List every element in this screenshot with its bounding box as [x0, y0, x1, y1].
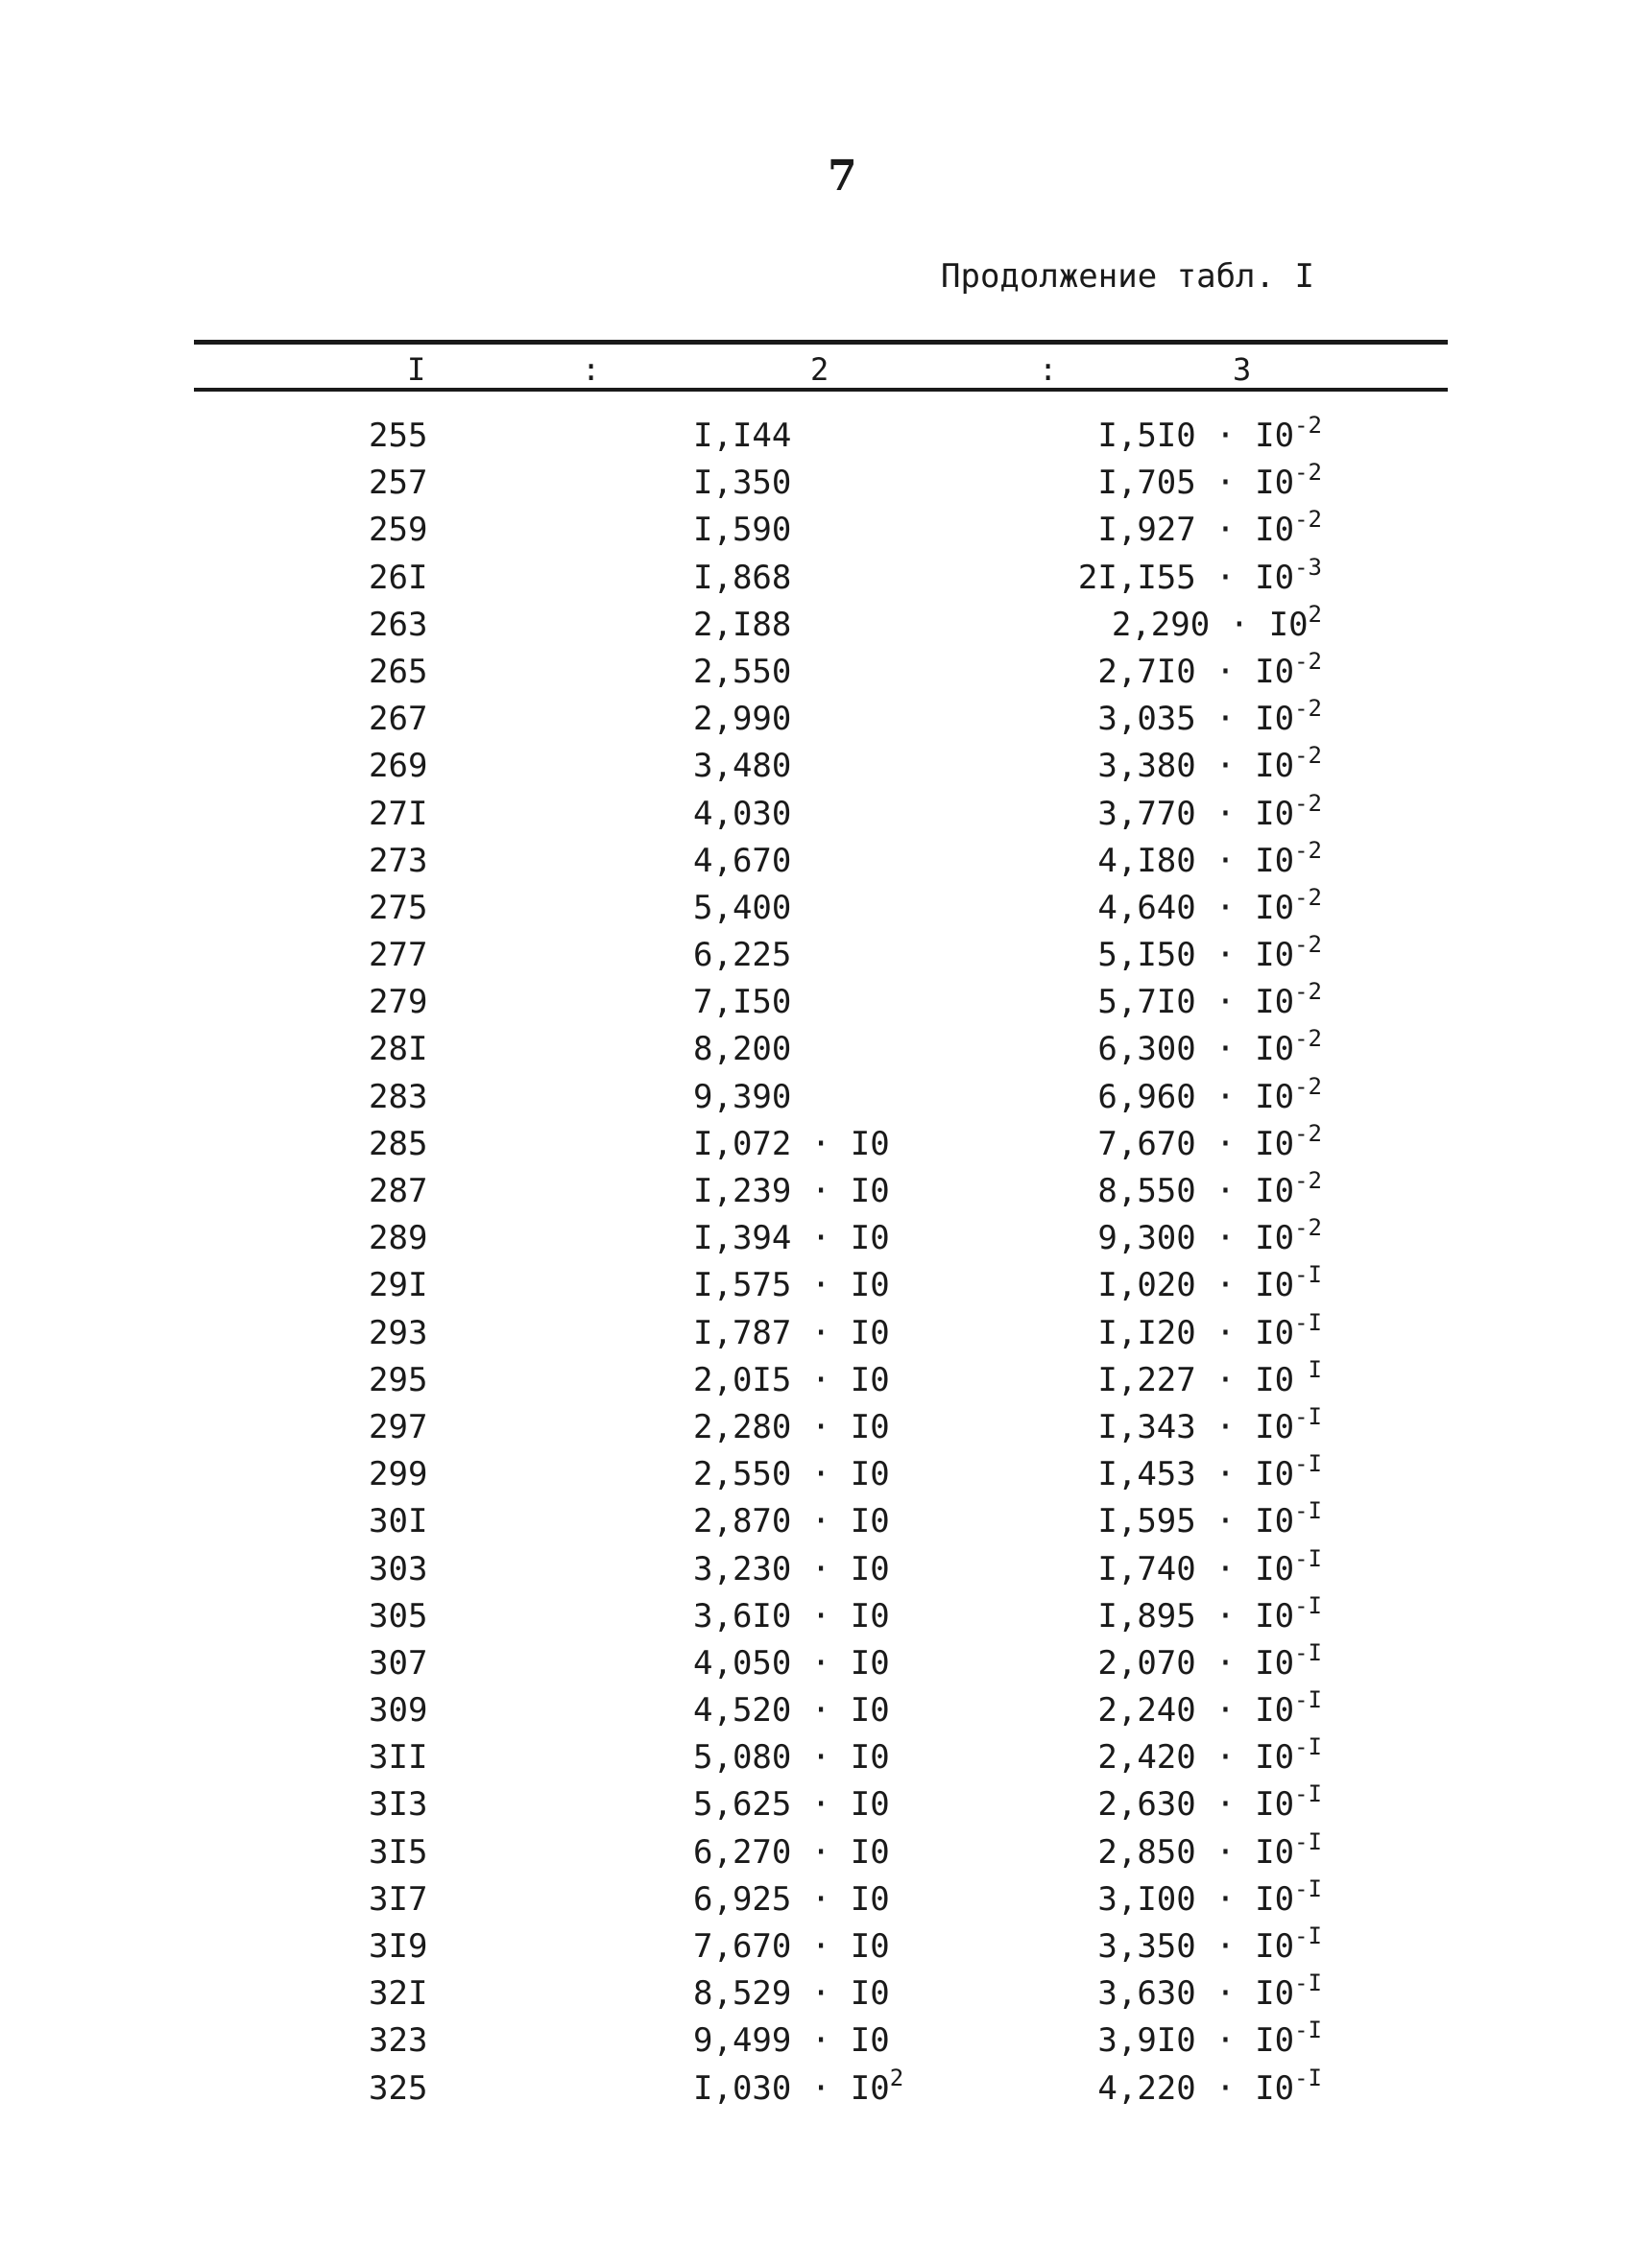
table-header-rule — [194, 388, 1448, 392]
cell-col-2-value: I,239 · I0 — [693, 1172, 890, 1210]
table-row — [0, 649, 1634, 696]
cell-col-3 — [1097, 1829, 1322, 1879]
cell-col-3-exponent: -2 — [1294, 459, 1322, 487]
cell-col-2-value: 8,529 · I0 — [693, 1974, 890, 2014]
cell-col-3-value: 3,9I0 · I0 — [1097, 2021, 1295, 2061]
cell-col-3-value: 3,035 · I0 — [1097, 700, 1295, 739]
cell-col-2 — [693, 2065, 903, 2115]
cell-col-2 — [693, 1829, 890, 1876]
table-row — [0, 932, 1634, 979]
cell-col-2-value: 7,670 · I0 — [693, 1927, 890, 1966]
cell-col-3-value: 9,300 · I0 — [1097, 1219, 1295, 1258]
cell-col-2-value: I,394 · I0 — [693, 1219, 890, 1258]
cell-col-2 — [693, 1357, 890, 1404]
table-row — [0, 1262, 1634, 1309]
cell-col-3 — [1097, 2065, 1322, 2115]
cell-col-3-exponent: -2 — [1294, 978, 1322, 1006]
cell-col-1: 27I — [369, 794, 428, 833]
table-body — [0, 413, 1634, 2113]
cell-col-2-value: 6,270 · I0 — [693, 1832, 890, 1872]
cell-col-3-exponent: -I — [1294, 1402, 1322, 1430]
table-row — [0, 838, 1634, 885]
table-row — [0, 1876, 1634, 1923]
cell-col-2-value: 3,230 · I0 — [693, 1549, 890, 1588]
cell-col-3 — [1097, 1310, 1322, 1360]
cell-col-3-value: 2,240 · I0 — [1097, 1691, 1295, 1731]
cell-col-3-exponent: -I — [1294, 1827, 1322, 1855]
table-row — [0, 2065, 1634, 2113]
cell-col-2 — [693, 1687, 890, 1734]
cell-col-3-value: I,927 · I0 — [1097, 511, 1295, 550]
cell-col-1: 269 — [369, 747, 428, 786]
cell-col-3-exponent: -2 — [1294, 1214, 1322, 1242]
cell-col-3-value: 2I,I55 · I0 — [1077, 558, 1295, 597]
cell-col-3-exponent: -I — [1294, 1922, 1322, 1949]
cell-col-1: 283 — [369, 1077, 428, 1116]
cell-col-3 — [1097, 1734, 1322, 1784]
table-row — [0, 460, 1634, 507]
cell-col-1: 29I — [369, 1266, 428, 1305]
cell-col-3-exponent: -I — [1294, 1591, 1322, 1619]
cell-col-2-value: I,868 — [693, 558, 792, 597]
cell-col-3-value: I,5I0 · I0 — [1097, 417, 1295, 455]
cell-col-3-value: I,595 · I0 — [1097, 1502, 1295, 1541]
cell-col-3-value: I,895 · I0 — [1097, 1596, 1295, 1635]
table-row — [0, 1970, 1634, 2017]
cell-col-2 — [693, 1734, 890, 1781]
cell-col-3-exponent: -2 — [1294, 695, 1322, 723]
cell-col-2 — [693, 1215, 890, 1262]
table-row — [0, 2017, 1634, 2065]
cell-col-1: 273 — [369, 841, 428, 880]
cell-col-2-value: I,787 · I0 — [693, 1313, 890, 1352]
cell-col-2 — [693, 1498, 890, 1545]
table-row — [0, 1923, 1634, 1970]
cell-col-3 — [1097, 1357, 1322, 1407]
table-row — [0, 1593, 1634, 1640]
table-row — [0, 1310, 1634, 1357]
table-row — [0, 413, 1634, 460]
cell-col-2-value: I,072 · I0 — [693, 1124, 890, 1163]
table-row — [0, 1168, 1634, 1215]
cell-col-2 — [693, 460, 791, 507]
cell-col-3 — [1097, 1546, 1322, 1596]
cell-col-1: 275 — [369, 888, 428, 927]
cell-col-2 — [693, 1640, 890, 1687]
table-row — [0, 1734, 1634, 1781]
table-row — [0, 979, 1634, 1026]
table-row — [0, 1829, 1634, 1876]
cell-col-3-exponent: -2 — [1294, 412, 1322, 439]
table-row — [0, 1687, 1634, 1734]
cell-col-3-value: 2,420 · I0 — [1097, 1738, 1295, 1778]
cell-col-1: 3I7 — [369, 1879, 428, 1919]
cell-col-3-exponent: -3 — [1294, 553, 1322, 581]
cell-col-1: 265 — [369, 652, 428, 691]
cell-col-3-exponent: -I — [1294, 2064, 1322, 2091]
cell-col-3 — [1097, 1074, 1322, 1124]
cell-col-3-value: 2,7I0 · I0 — [1097, 652, 1295, 691]
table-row — [0, 1451, 1634, 1498]
cell-col-2 — [693, 1310, 890, 1357]
cell-col-3 — [1097, 1498, 1322, 1548]
cell-col-2 — [693, 885, 791, 932]
cell-col-3-exponent: I — [1294, 1355, 1322, 1383]
cell-col-3-value: 5,I50 · I0 — [1097, 936, 1295, 975]
cell-col-2 — [693, 1451, 890, 1498]
cell-col-2 — [693, 413, 791, 460]
cell-col-2 — [693, 791, 791, 838]
cell-col-1: 307 — [369, 1643, 428, 1683]
cell-col-3-value: 4,640 · I0 — [1097, 888, 1295, 927]
cell-col-3-value: 2,290 · I0 — [1111, 605, 1309, 644]
cell-col-2-value: 2,870 · I0 — [693, 1502, 890, 1541]
cell-col-2-value: I,350 — [693, 464, 792, 503]
cell-col-3-value: 6,960 · I0 — [1097, 1077, 1295, 1116]
page-number: 7 — [828, 152, 857, 201]
cell-col-3-exponent: -2 — [1294, 506, 1322, 534]
cell-col-1: 255 — [369, 417, 428, 455]
cell-col-1: 28I — [369, 1030, 428, 1069]
cell-col-1: 3I3 — [369, 1785, 428, 1825]
cell-col-2-value: 2,550 · I0 — [693, 1455, 890, 1494]
cell-col-3 — [1078, 555, 1322, 605]
cell-col-3 — [1097, 838, 1322, 888]
cell-col-2 — [693, 1026, 791, 1073]
cell-col-3-value: 5,7I0 · I0 — [1097, 983, 1295, 1022]
cell-col-1: 277 — [369, 936, 428, 975]
cell-col-3-exponent: -2 — [1294, 1167, 1322, 1194]
cell-col-2-value: 9,499 · I0 — [693, 2021, 890, 2061]
cell-col-3 — [1097, 885, 1322, 935]
cell-col-2 — [693, 2017, 890, 2065]
cell-col-1: 3II — [369, 1738, 428, 1778]
cell-col-3 — [1097, 1121, 1322, 1171]
cell-col-3-exponent: -I — [1294, 1497, 1322, 1525]
cell-col-2-value: 8,200 — [693, 1030, 792, 1069]
cell-col-3 — [1097, 1215, 1322, 1265]
cell-col-1: 297 — [369, 1407, 428, 1446]
table-row — [0, 791, 1634, 838]
cell-col-2-value: I,575 · I0 — [693, 1266, 890, 1305]
cell-col-2-value: 5,625 · I0 — [693, 1785, 890, 1825]
cell-col-1: 299 — [369, 1455, 428, 1494]
cell-col-2-value: 2,990 — [693, 700, 792, 739]
table-row — [0, 507, 1634, 554]
cell-col-2-value: 9,390 — [693, 1077, 792, 1116]
cell-col-2-value: 4,670 — [693, 841, 792, 880]
cell-col-3 — [1097, 1262, 1322, 1312]
cell-col-3-exponent: -I — [1294, 1450, 1322, 1478]
cell-col-1: 3I5 — [369, 1832, 428, 1872]
cell-col-3-exponent: -I — [1294, 1780, 1322, 1808]
table-row — [0, 1215, 1634, 1262]
cell-col-2-value: 4,030 — [693, 794, 792, 833]
cell-col-2-value: 4,050 · I0 — [693, 1643, 890, 1683]
cell-col-3 — [1097, 979, 1322, 1029]
cell-col-2-exponent: 2 — [889, 2064, 904, 2091]
cell-col-3-value: 3,380 · I0 — [1097, 747, 1295, 786]
cell-col-3 — [1097, 1640, 1322, 1690]
table-row — [0, 885, 1634, 932]
cell-col-1: 287 — [369, 1172, 428, 1210]
cell-col-2 — [693, 932, 791, 979]
cell-col-2-value: I,590 — [693, 511, 792, 550]
cell-col-2-value: 3,6I0 · I0 — [693, 1596, 890, 1635]
cell-col-2-value: 2,550 — [693, 652, 792, 691]
cell-col-3-exponent: -I — [1294, 1544, 1322, 1572]
cell-col-3 — [1097, 1168, 1322, 1218]
cell-col-3-exponent: 2 — [1308, 600, 1322, 628]
cell-col-2 — [693, 979, 791, 1026]
table-top-rule — [194, 340, 1448, 345]
cell-col-3 — [1097, 1876, 1322, 1926]
cell-col-3-value: 2,630 · I0 — [1097, 1785, 1295, 1825]
cell-col-1: 285 — [369, 1124, 428, 1163]
cell-col-3-exponent: -2 — [1294, 647, 1322, 675]
cell-col-3-value: I,740 · I0 — [1097, 1549, 1295, 1588]
table-row — [0, 696, 1634, 743]
cell-col-3-exponent: -2 — [1294, 931, 1322, 959]
cell-col-1: 303 — [369, 1549, 428, 1588]
cell-col-3-value: I,705 · I0 — [1097, 464, 1295, 503]
cell-col-3 — [1097, 649, 1322, 699]
cell-col-3-exponent: -I — [1294, 2017, 1322, 2044]
cell-col-3-value: 3,I00 · I0 — [1097, 1879, 1295, 1919]
cell-col-2-value: 6,925 · I0 — [693, 1879, 890, 1919]
cell-col-2-value: 2,280 · I0 — [693, 1407, 890, 1446]
table-row — [0, 1640, 1634, 1687]
cell-col-3 — [1097, 460, 1322, 510]
cell-col-3-value: 2,070 · I0 — [1097, 1643, 1295, 1683]
cell-col-2 — [693, 1923, 890, 1970]
cell-col-2 — [693, 507, 791, 554]
column-separator: : — [582, 351, 601, 388]
table-row — [0, 1781, 1634, 1828]
cell-col-3-exponent: -2 — [1294, 1119, 1322, 1147]
cell-col-3-exponent: -I — [1294, 1638, 1322, 1666]
cell-col-2-value: 3,480 — [693, 747, 792, 786]
cell-col-1: 305 — [369, 1596, 428, 1635]
cell-col-3-exponent: -I — [1294, 1261, 1322, 1289]
cell-col-1: 295 — [369, 1360, 428, 1399]
table-row — [0, 1498, 1634, 1545]
cell-col-2 — [693, 555, 791, 602]
table-row — [0, 1074, 1634, 1121]
cell-col-2-value: 2,I88 — [693, 605, 792, 644]
cell-col-3-value: 6,300 · I0 — [1097, 1030, 1295, 1069]
cell-col-3 — [1097, 1593, 1322, 1643]
table-row — [0, 743, 1634, 790]
cell-col-2-value: 5,400 — [693, 888, 792, 927]
cell-col-3-exponent: -I — [1294, 1970, 1322, 1997]
cell-col-1: 289 — [369, 1219, 428, 1258]
cell-col-3 — [1097, 2017, 1322, 2067]
cell-col-1: 32I — [369, 1974, 428, 2014]
cell-col-3 — [1097, 791, 1322, 841]
cell-col-3-value: 2,850 · I0 — [1097, 1832, 1295, 1872]
cell-col-2-value: 4,520 · I0 — [693, 1691, 890, 1731]
cell-col-1: 263 — [369, 605, 428, 644]
cell-col-2 — [693, 1781, 890, 1828]
cell-col-3-value: 7,670 · I0 — [1097, 1124, 1295, 1163]
cell-col-3 — [1097, 1687, 1322, 1737]
column-header-3: 3 — [1233, 351, 1252, 388]
cell-col-3 — [1097, 1923, 1322, 1973]
cell-col-3-value: I,343 · I0 — [1097, 1407, 1295, 1446]
cell-col-3 — [1097, 1781, 1322, 1831]
cell-col-2 — [693, 1593, 890, 1640]
cell-col-3-exponent: -2 — [1294, 1072, 1322, 1100]
cell-col-2 — [693, 1074, 791, 1121]
column-separator: : — [1039, 351, 1058, 388]
cell-col-2 — [693, 743, 791, 790]
cell-col-2 — [693, 1121, 890, 1168]
cell-col-3 — [1097, 1404, 1322, 1454]
cell-col-3-exponent: -2 — [1294, 789, 1322, 817]
cell-col-3 — [1097, 743, 1322, 793]
cell-col-2 — [693, 1262, 890, 1309]
cell-col-3 — [1097, 1451, 1322, 1501]
cell-col-3-value: 4,I80 · I0 — [1097, 841, 1295, 880]
cell-col-3-value: 3,630 · I0 — [1097, 1974, 1295, 2014]
cell-col-2-value: I,I44 — [693, 417, 792, 455]
cell-col-3-exponent: -I — [1294, 1308, 1322, 1336]
cell-col-1: 293 — [369, 1313, 428, 1352]
table-row — [0, 1357, 1634, 1404]
cell-col-3-value: 4,220 · I0 — [1097, 2068, 1295, 2108]
cell-col-2 — [693, 1876, 890, 1923]
cell-col-3 — [1097, 413, 1322, 463]
cell-col-3-exponent: -2 — [1294, 836, 1322, 864]
cell-col-3 — [1097, 1026, 1322, 1076]
cell-col-2-value: I,030 · I0 — [693, 2068, 890, 2108]
cell-col-2-value: 2,0I5 · I0 — [693, 1360, 890, 1399]
cell-col-2-value: 5,080 · I0 — [693, 1738, 890, 1778]
cell-col-2 — [693, 649, 791, 696]
table-row — [0, 1404, 1634, 1451]
cell-col-2 — [693, 1970, 890, 2017]
table-row — [0, 602, 1634, 649]
table-header — [194, 351, 1448, 386]
column-header-1: I — [407, 351, 426, 388]
cell-col-1: 279 — [369, 983, 428, 1022]
cell-col-1: 26I — [369, 558, 428, 597]
table-row — [0, 1026, 1634, 1073]
cell-col-3-value: I,227 · I0 — [1097, 1360, 1295, 1399]
cell-col-3-value: 3,350 · I0 — [1097, 1927, 1295, 1966]
table-caption: Продолжение табл. I — [941, 257, 1314, 296]
cell-col-3 — [1097, 507, 1322, 557]
cell-col-3-exponent: -I — [1294, 1733, 1322, 1761]
cell-col-2 — [693, 602, 791, 649]
cell-col-2 — [693, 838, 791, 885]
cell-col-1: 267 — [369, 700, 428, 739]
cell-col-1: 325 — [369, 2068, 428, 2108]
cell-col-1: 3I9 — [369, 1927, 428, 1966]
cell-col-3-exponent: -2 — [1294, 742, 1322, 770]
cell-col-3-value: I,453 · I0 — [1097, 1455, 1295, 1494]
cell-col-3-value: I,I20 · I0 — [1097, 1313, 1295, 1352]
cell-col-3 — [1112, 602, 1322, 652]
cell-col-3 — [1097, 932, 1322, 982]
cell-col-2-value: 6,225 — [693, 936, 792, 975]
cell-col-1: 259 — [369, 511, 428, 550]
cell-col-2 — [693, 1168, 890, 1215]
cell-col-1: 257 — [369, 464, 428, 503]
cell-col-2-value: 7,I50 — [693, 983, 792, 1022]
cell-col-1: 323 — [369, 2021, 428, 2061]
cell-col-3-exponent: -2 — [1294, 1025, 1322, 1053]
cell-col-3 — [1097, 1970, 1322, 2020]
cell-col-1: 30I — [369, 1502, 428, 1541]
cell-col-2 — [693, 1546, 890, 1593]
cell-col-2 — [693, 696, 791, 743]
cell-col-3 — [1097, 696, 1322, 746]
cell-col-3-value: 8,550 · I0 — [1097, 1172, 1295, 1210]
cell-col-3-exponent: -2 — [1294, 883, 1322, 911]
cell-col-3-exponent: -I — [1294, 1686, 1322, 1714]
column-header-2: 2 — [810, 351, 829, 388]
table-row — [0, 555, 1634, 602]
cell-col-3-value: 3,770 · I0 — [1097, 794, 1295, 833]
cell-col-3-exponent: -I — [1294, 1874, 1322, 1902]
table-row — [0, 1546, 1634, 1593]
table-row — [0, 1121, 1634, 1168]
cell-col-2 — [693, 1404, 890, 1451]
cell-col-1: 309 — [369, 1691, 428, 1731]
cell-col-3-value: I,020 · I0 — [1097, 1266, 1295, 1305]
